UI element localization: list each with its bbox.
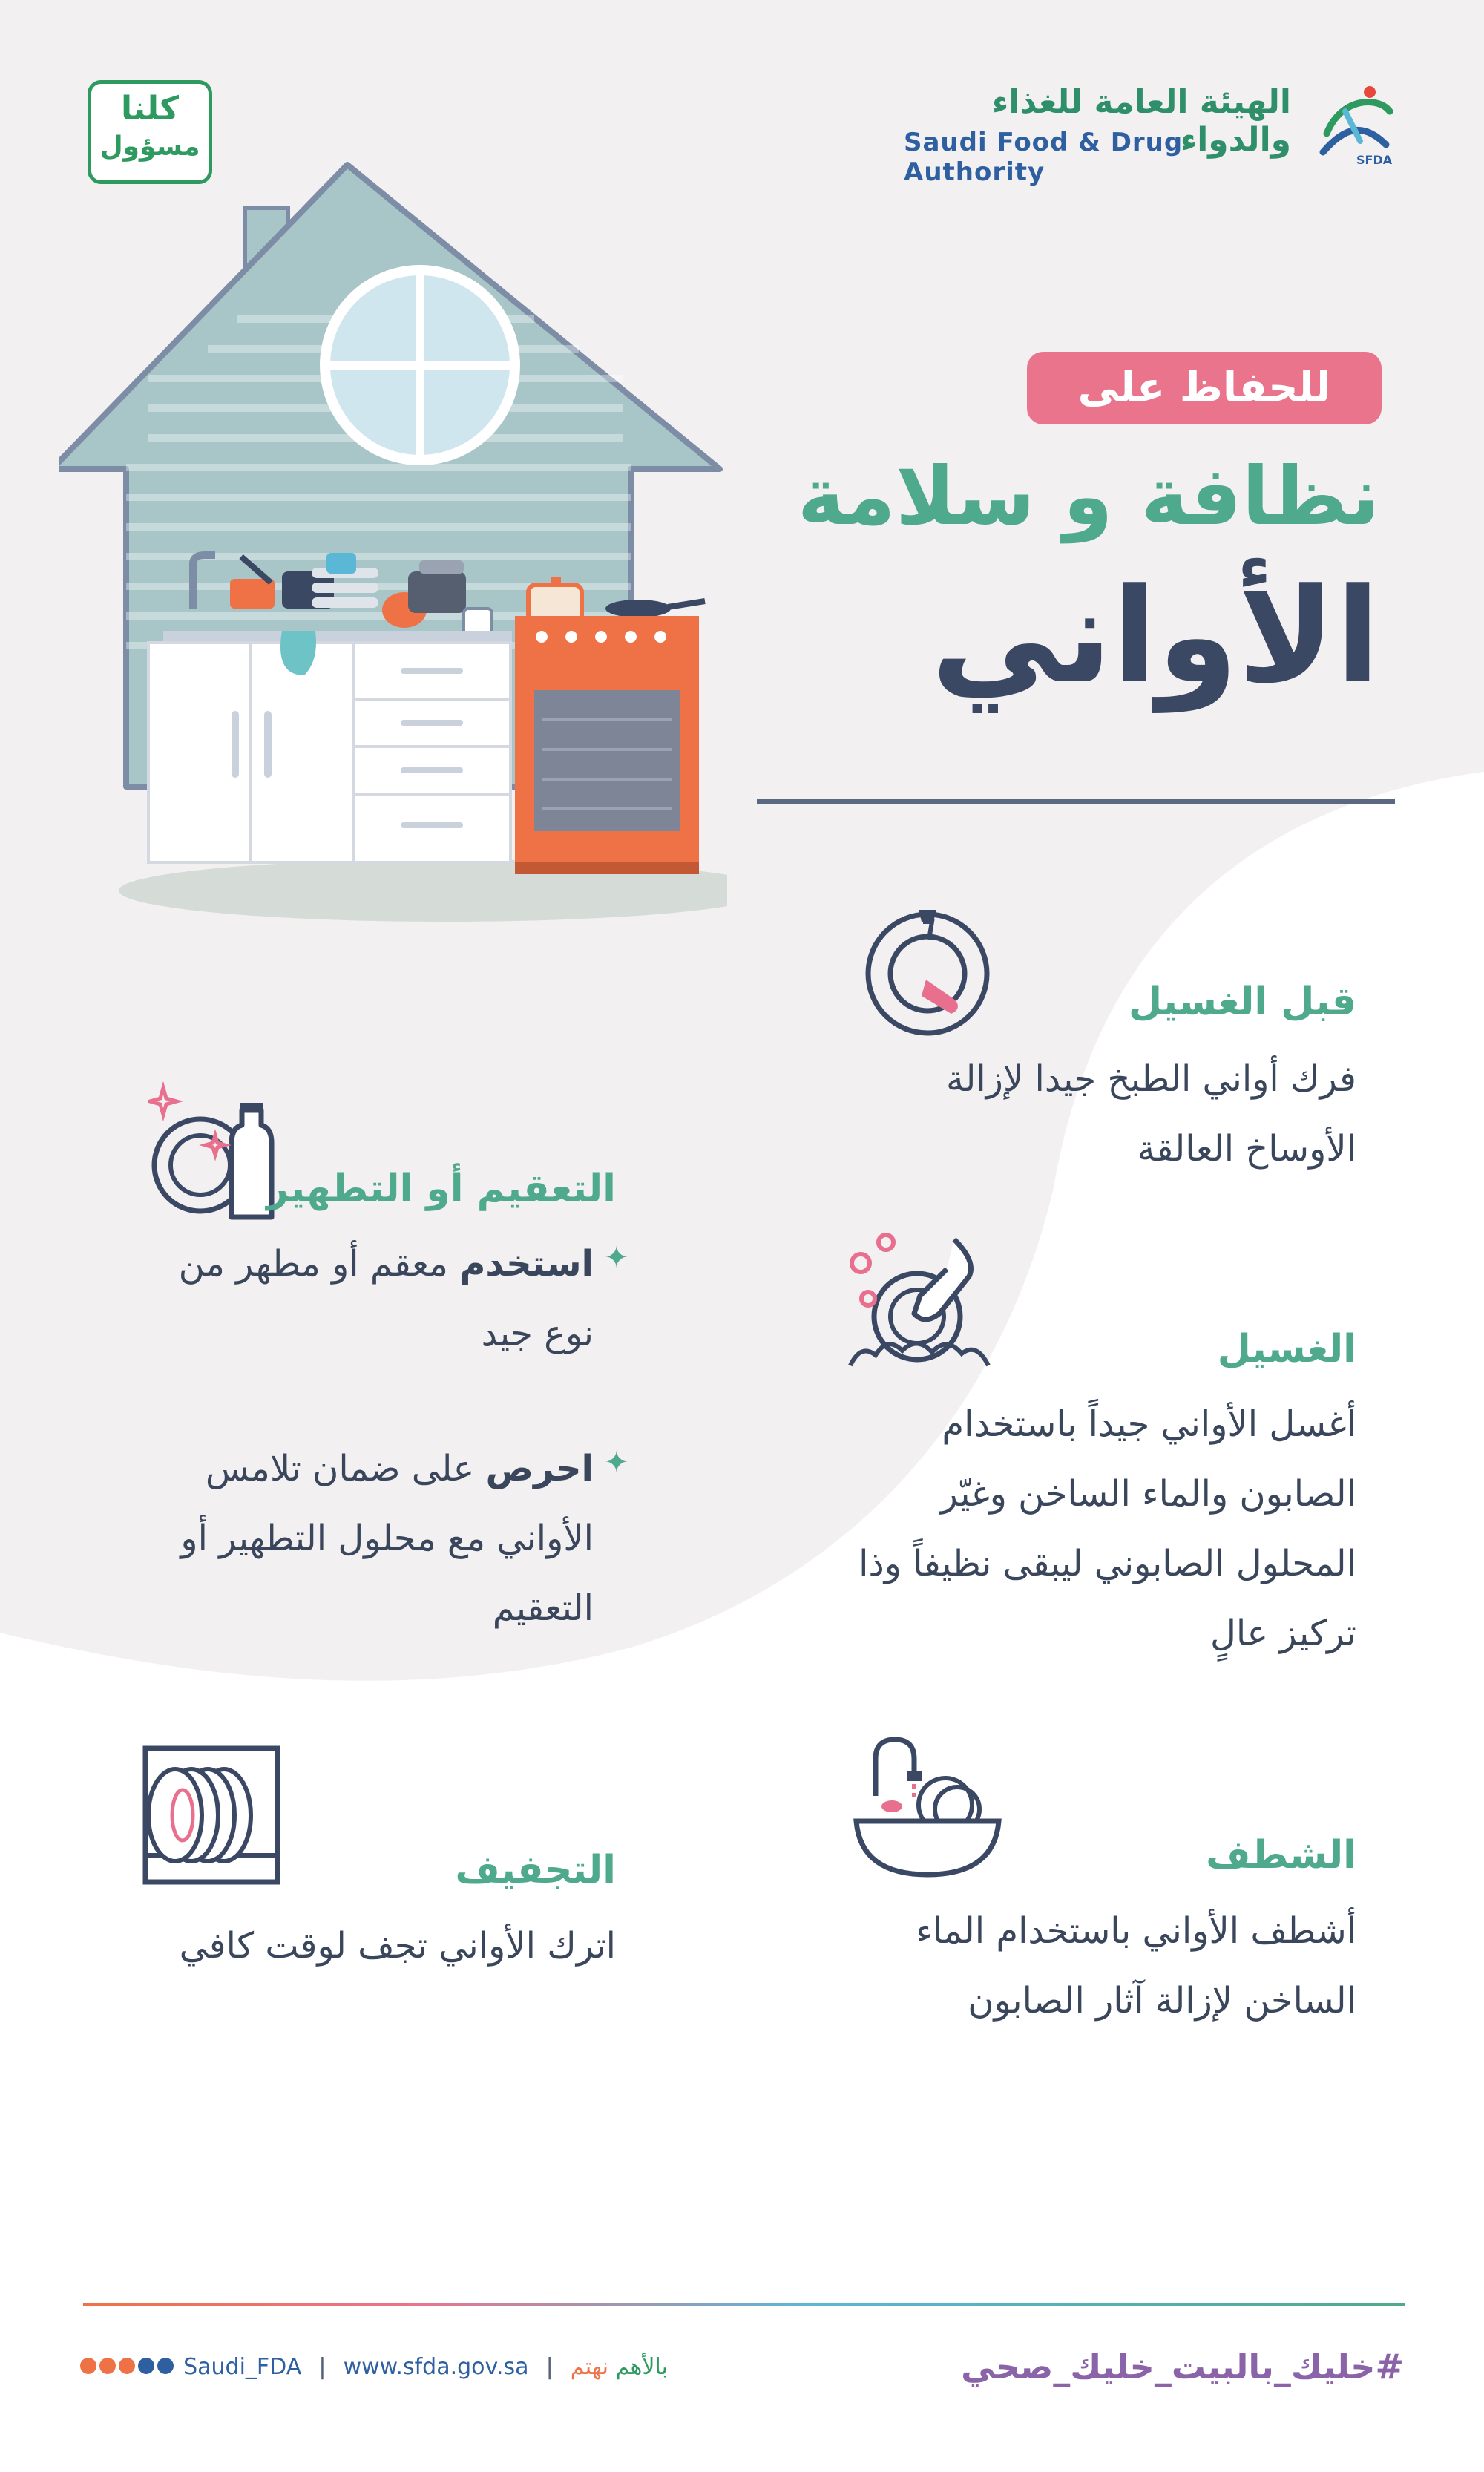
drying-title: التجفيف — [455, 1848, 616, 1892]
washing-title: الغسيل — [1217, 1327, 1356, 1371]
facebook-icon[interactable] — [157, 2358, 174, 2374]
social-icons — [80, 2358, 180, 2377]
before-wash-body: فرك أواني الطبخ جيدا لإزالة الأوساخ العالقة — [946, 1058, 1356, 1170]
bullet-sparkle-icon: ✦ — [604, 1446, 629, 1480]
sanitize-bullet-2 — [126, 1434, 594, 1643]
sanitize-bullet-2-text: على ضمان تلامس الأواني مع محلول التطهير أو التعقيم — [180, 1448, 594, 1629]
org-name-ar: الهيئة العامة للغذاء والدواء — [991, 83, 1291, 159]
footer-separator: | — [545, 2354, 554, 2380]
twitter-icon[interactable] — [80, 2358, 96, 2374]
title-pill-text: للحفاظ على — [1077, 364, 1331, 412]
instagram-icon[interactable] — [119, 2358, 135, 2374]
footer-slogan-part1: بالأهم — [615, 2354, 668, 2380]
hero-line1: نظافة و سلامة — [797, 450, 1380, 543]
org-name-en: Saudi Food & Drug Authority — [904, 128, 1183, 187]
sanitize-bullet-1 — [126, 1229, 594, 1368]
rinsing-body: أشطف الأواني باستخدام الماء الساخن لإزالة آثار الصابون — [916, 1910, 1356, 2022]
sanitize-bullet-1-text: معقم أو مطهر من نوع جيد — [178, 1243, 594, 1354]
sanitize-bullet-2-bold: احرص — [485, 1448, 594, 1489]
footer-divider — [83, 2303, 1405, 2306]
kitchen-house-illustration — [59, 156, 727, 928]
sanitize-title: التعقيم أو التطهير — [266, 1167, 616, 1211]
before-wash-title: قبل الغسيل — [1128, 980, 1356, 1024]
sfda-logo-abbr: SFDA — [1356, 153, 1393, 167]
rinsing-title: الشطف — [1206, 1833, 1356, 1878]
badge-line2: مسؤول — [99, 131, 200, 162]
hero-underline — [757, 799, 1395, 804]
snapchat-icon[interactable] — [99, 2358, 116, 2374]
hero-line2: الأواني — [930, 560, 1380, 712]
drying-body: اترك الأواني تجف لوقت كافي — [179, 1925, 616, 1967]
footer-separator: | — [318, 2354, 326, 2380]
youtube-icon[interactable] — [138, 2358, 154, 2374]
footer-slogan-part2: نهتم — [570, 2354, 608, 2380]
footer-hashtag: #خليك_بالبيت_خليك_صحي — [961, 2347, 1404, 2387]
title-pill — [1027, 352, 1382, 424]
footer-contact-row — [80, 2354, 822, 2391]
footer-handle[interactable]: Saudi_FDA — [183, 2354, 302, 2380]
sanitize-bullet-1-bold: استخدم — [459, 1243, 594, 1285]
sfda-logo-icon — [1312, 82, 1401, 171]
bullet-sparkle-icon: ✦ — [604, 1241, 629, 1275]
footer-slogan — [571, 2354, 668, 2380]
washing-body: أغسل الأواني جيداً باستخدام الصابون والماء الساخن وغيّر المحلول الصابوني ليبقى نظيفاً وذا تركيز عالٍ — [858, 1403, 1356, 1654]
badge-line1: كلنا — [120, 90, 180, 128]
footer-website[interactable]: www.sfda.gov.sa — [343, 2354, 529, 2380]
